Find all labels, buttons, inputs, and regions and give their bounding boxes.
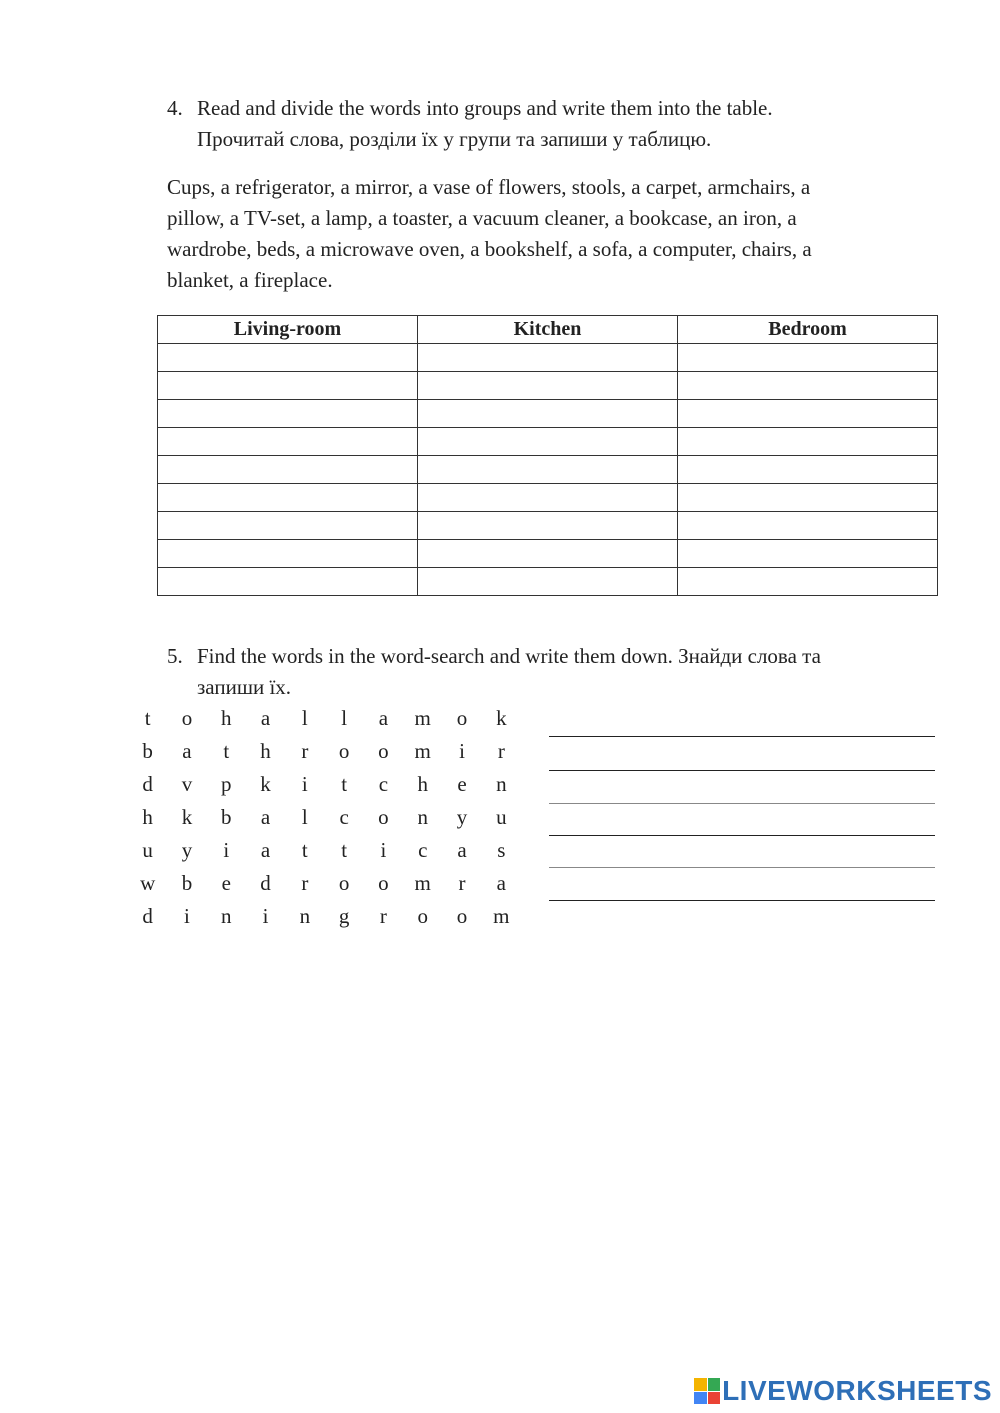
answer-line[interactable] xyxy=(549,835,935,836)
grid-letter: o xyxy=(456,706,468,730)
grid-letter: t xyxy=(223,739,230,763)
grid-letter: h xyxy=(417,772,428,796)
answer-cell[interactable] xyxy=(158,568,418,596)
grid-row xyxy=(128,735,521,768)
answer-cell[interactable] xyxy=(158,456,418,484)
answer-cell[interactable] xyxy=(418,484,678,512)
grid-letter: u xyxy=(142,838,153,862)
grid-letter: a xyxy=(496,871,506,895)
answer-line[interactable] xyxy=(549,900,935,901)
grid-letter: r xyxy=(301,739,309,763)
grid-letter: a xyxy=(182,739,192,763)
grid-letter: l xyxy=(301,706,308,730)
grid-letter: u xyxy=(496,805,507,829)
room-groups-table xyxy=(157,315,938,596)
column-header-bedroom: Bedroom xyxy=(678,316,938,344)
word-list xyxy=(167,172,907,296)
answer-cell[interactable] xyxy=(678,428,938,456)
grid-letter: n xyxy=(299,904,311,928)
answer-cell[interactable] xyxy=(418,400,678,428)
grid-letter: i xyxy=(459,739,465,763)
grid-letter: l xyxy=(301,805,308,829)
instruction-english: Read and divide the words into groups and write them into the table. xyxy=(197,96,773,120)
grid-letter: v xyxy=(181,772,193,796)
grid-letter: i xyxy=(301,772,308,796)
grid-letter: o xyxy=(181,706,193,730)
brand-name: LIVEWORKSHEETS xyxy=(722,1375,992,1406)
grid-letter: r xyxy=(301,871,309,895)
table-row xyxy=(158,372,938,400)
table-row xyxy=(158,344,938,372)
answer-cell[interactable] xyxy=(418,568,678,596)
answer-cell[interactable] xyxy=(158,428,418,456)
grid-letter: e xyxy=(221,871,231,895)
grid-letter: d xyxy=(260,871,271,895)
grid-letter: n xyxy=(220,904,232,928)
grid-letter: o xyxy=(338,871,350,895)
grid-letter: a xyxy=(457,838,467,862)
grid-letter: a xyxy=(260,805,271,829)
answer-cell[interactable] xyxy=(678,456,938,484)
answer-cell[interactable] xyxy=(678,484,938,512)
grid-letter: c xyxy=(339,805,349,829)
grid-letter: m xyxy=(493,904,510,928)
grid-letter: h xyxy=(220,706,232,730)
grid-letter: a xyxy=(378,706,389,730)
grid-letter: m xyxy=(414,706,431,730)
grid-letter: e xyxy=(457,772,467,796)
grid-letter: a xyxy=(260,838,271,862)
grid-letter: i xyxy=(380,838,387,862)
grid-letter: k xyxy=(181,805,193,829)
answer-line[interactable] xyxy=(549,770,935,771)
grid-letter: o xyxy=(378,805,389,829)
answer-cell[interactable] xyxy=(158,540,418,568)
table-row xyxy=(158,428,938,456)
table-row xyxy=(158,484,938,512)
grid-letter: o xyxy=(338,739,350,763)
grid-letter: b xyxy=(142,739,153,763)
answer-cell[interactable] xyxy=(418,372,678,400)
answer-cell[interactable] xyxy=(678,512,938,540)
grid-letter: k xyxy=(496,706,507,730)
grid-letter: h xyxy=(142,805,153,829)
grid-letter: a xyxy=(260,706,271,730)
instruction-ukrainian: Прочитай слова, розділи їх у групи та запиши у таблицю. xyxy=(197,127,712,151)
grid-letter: i xyxy=(223,838,230,862)
answer-cell[interactable] xyxy=(158,484,418,512)
table-row xyxy=(158,512,938,540)
answer-cell[interactable] xyxy=(418,512,678,540)
grid-letter: o xyxy=(378,739,389,763)
grid-letter: w xyxy=(140,871,156,895)
grid-row xyxy=(128,768,521,801)
brand-icon xyxy=(694,1378,720,1404)
word-list-line: pillow, a TV-set, a lamp, a toaster, a vacuum cleaner, a bookcase, an iron, a xyxy=(167,206,797,230)
answer-cell[interactable] xyxy=(418,540,678,568)
grid-letter: o xyxy=(456,904,468,928)
grid-letter: c xyxy=(378,772,389,796)
grid-letter: s xyxy=(497,838,506,862)
grid-letter: r xyxy=(497,739,505,763)
table-body xyxy=(158,344,938,596)
column-header-kitchen: Kitchen xyxy=(418,316,678,344)
grid-letter: b xyxy=(220,805,232,829)
answer-cell[interactable] xyxy=(158,372,418,400)
word-search-grid xyxy=(128,702,521,933)
grid-row xyxy=(128,702,521,735)
answer-line[interactable] xyxy=(549,803,935,804)
grid-letter: t xyxy=(144,706,151,730)
grid-row xyxy=(128,801,521,834)
grid-letter: g xyxy=(338,904,350,928)
column-header-living-room: Living-room xyxy=(158,316,418,344)
answer-line[interactable] xyxy=(549,736,935,737)
grid-letter: r xyxy=(458,871,466,895)
answer-cell[interactable] xyxy=(678,344,938,372)
grid-letter: n xyxy=(417,805,428,829)
answer-cell[interactable] xyxy=(678,568,938,596)
answer-cell[interactable] xyxy=(418,456,678,484)
grid-letter: t xyxy=(341,838,348,862)
table-row xyxy=(158,568,938,596)
instruction-line: запиши їх. xyxy=(197,675,292,699)
grid-letter: r xyxy=(379,904,387,928)
answer-cell[interactable] xyxy=(678,400,938,428)
grid-letter: t xyxy=(301,838,308,862)
word-list-line: blanket, a fireplace. xyxy=(167,268,333,292)
answer-cell[interactable] xyxy=(678,540,938,568)
grid-letter: k xyxy=(260,772,271,796)
grid-letter: p xyxy=(220,772,232,796)
grid-letter: c xyxy=(418,838,428,862)
liveworksheets-logo xyxy=(694,1375,992,1407)
table-row xyxy=(158,540,938,568)
word-list-line: Cups, a refrigerator, a mirror, a vase of flowers, stools, a carpet, armchairs, a xyxy=(167,175,811,199)
answer-cell[interactable] xyxy=(158,344,418,372)
grid-row xyxy=(128,900,521,933)
table-row xyxy=(158,456,938,484)
grid-row xyxy=(128,867,521,900)
grid-letter: d xyxy=(142,772,153,796)
grid-letter: y xyxy=(456,805,468,829)
task-5-header xyxy=(167,641,821,703)
grid-letter: t xyxy=(341,772,348,796)
task-number: 4. xyxy=(167,96,183,120)
table-row xyxy=(158,400,938,428)
task-number: 5. xyxy=(167,644,183,668)
answer-cell[interactable] xyxy=(418,428,678,456)
answer-cell[interactable] xyxy=(678,372,938,400)
answer-cell[interactable] xyxy=(418,344,678,372)
task-4-header xyxy=(167,93,773,155)
grid-letter: m xyxy=(414,871,431,895)
grid-letter: n xyxy=(496,772,507,796)
grid-letter: b xyxy=(181,871,193,895)
answer-line[interactable] xyxy=(549,867,935,868)
grid-letter: d xyxy=(142,904,153,928)
answer-cell[interactable] xyxy=(158,512,418,540)
grid-letter: o xyxy=(417,904,428,928)
grid-letter: h xyxy=(260,739,271,763)
answer-cell[interactable] xyxy=(158,400,418,428)
grid-letter: y xyxy=(181,838,193,862)
word-list-line: wardrobe, beds, a microwave oven, a bookshelf, a sofa, a computer, chairs, a xyxy=(167,237,812,261)
grid-letter: l xyxy=(341,706,348,730)
grid-letter: o xyxy=(378,871,389,895)
grid-row xyxy=(128,834,521,867)
grid-letter: i xyxy=(262,904,269,928)
instruction-line: Find the words in the word-search and write them down. Знайди слова та xyxy=(197,644,821,668)
grid-letter: i xyxy=(184,904,190,928)
grid-letter: m xyxy=(414,739,431,763)
